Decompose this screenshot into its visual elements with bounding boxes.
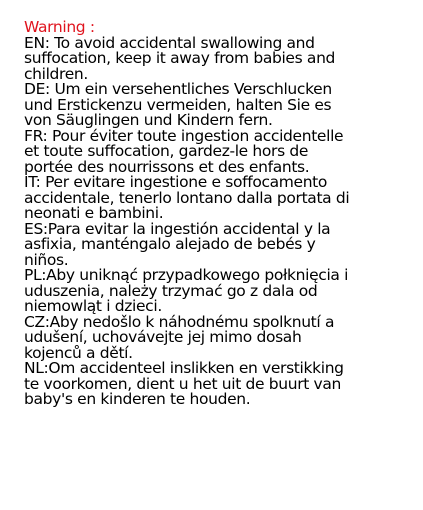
warning-text-line: PL:Aby uniknąć przypadkowego połknięcia i	[24, 266, 349, 284]
warning-block-pl	[24, 268, 409, 315]
warning-text-line: ES:Para evitar la ingestión accidental y la	[24, 219, 331, 238]
warning-block-cz	[24, 312, 409, 362]
warning-text-line: udušení, uchovávejte jej mimo dosah	[24, 328, 302, 346]
warning-block-es	[24, 219, 409, 269]
warning-text-line: accidentale, tenerlo lontano dalla portata di	[24, 188, 350, 207]
warning-text-line: et toute suffocation, gardez-le hors de	[24, 142, 309, 160]
warning-block-fr	[24, 126, 409, 176]
warning-text-line: asfixia, manténgalo alejado de bebés y	[24, 235, 316, 253]
warning-text-line: von Säuglingen und Kindern fern.	[24, 111, 273, 129]
warning-text-line: niemowląt i dzieci.	[24, 297, 162, 315]
warning-text-line: portée des nourrissons et des enfants.	[24, 157, 310, 176]
warning-text-line: und Erstickenzu vermeiden, halten Sie es	[24, 95, 332, 114]
warning-block-de	[24, 82, 409, 129]
warning-text-line: neonati e bambini.	[24, 204, 164, 222]
warning-text-line: FR: Pour éviter toute ingestion accidentelle	[24, 126, 344, 145]
warning-text-line: EN: To avoid accidental swallowing and	[24, 33, 315, 52]
warning-block-it	[24, 175, 409, 222]
warning-text-line: DE: Um ein versehentliches Verschlucken	[24, 80, 332, 98]
warning-text-line: CZ:Aby nedošlo k náhodnému spolknutí a	[24, 312, 335, 331]
warning-block-en	[24, 33, 409, 83]
warning-text-line: NL:Om accidenteel inslikken en verstikking	[24, 359, 344, 377]
warning-text-line: te voorkomen, dient u het uit de buurt van	[24, 374, 341, 393]
warning-text-line: suffocation, keep it away from babies and	[24, 49, 336, 67]
warning-text-line: kojenců a dětí.	[24, 343, 133, 362]
warning-text-line: children.	[24, 64, 88, 83]
warning-text-line: IT: Per evitare ingestione e soffocamento	[24, 173, 328, 191]
warning-block-nl	[24, 361, 409, 408]
warning-text-line: baby's en kinderen te houden.	[24, 390, 251, 408]
warning-text-line: uduszenia, należy trzymać go z dala od	[24, 281, 318, 300]
warning-title: Warning :	[24, 18, 95, 36]
warning-text-line: niños.	[24, 250, 69, 269]
